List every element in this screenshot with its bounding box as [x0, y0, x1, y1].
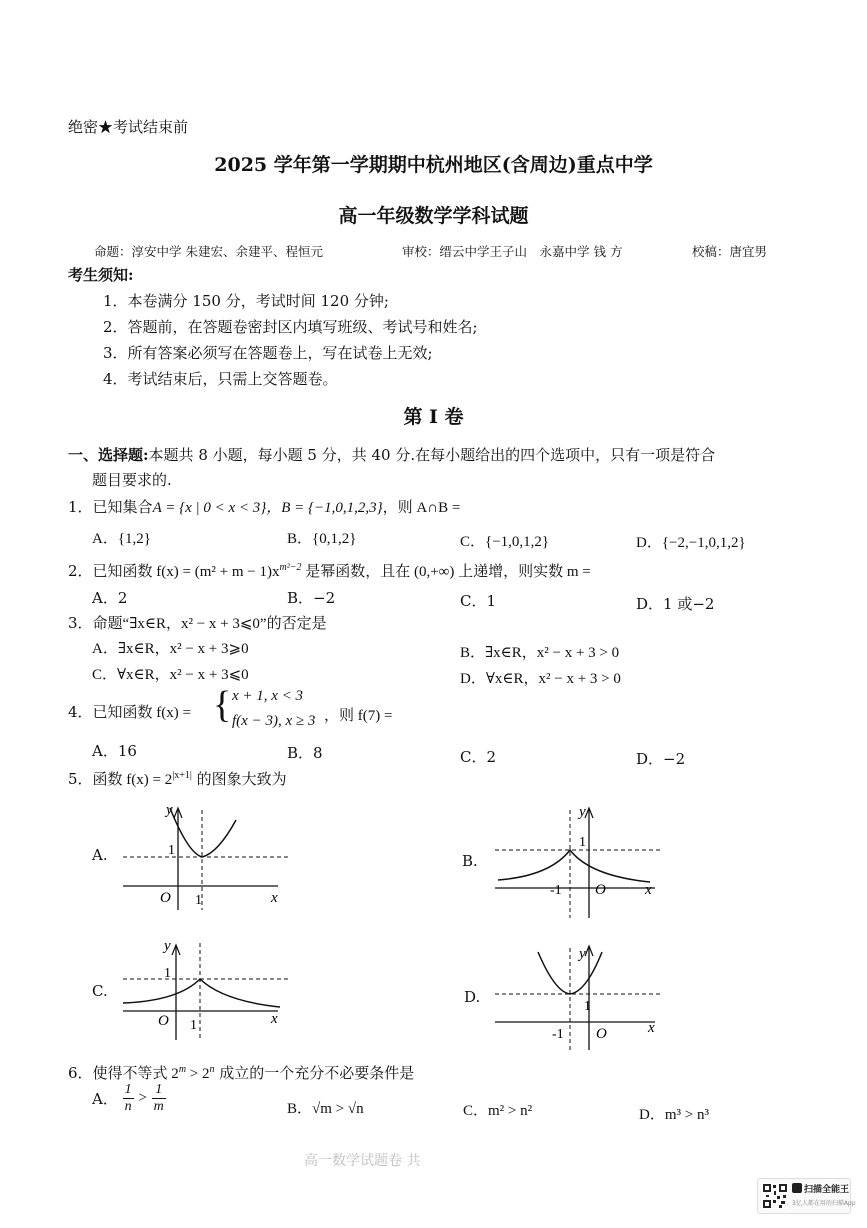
denominator: n: [124, 1099, 132, 1114]
exponent: m: [178, 1064, 187, 1075]
tick-label-1: 1: [195, 893, 202, 908]
question-1: [68, 496, 460, 517]
piecewise-case-2: f(x − 3), x ≥ 3: [232, 713, 316, 729]
tick-label-1: 1: [190, 1018, 197, 1033]
option-a: A．16: [92, 742, 137, 760]
option-d: D．m³ > n³: [639, 1107, 709, 1123]
tick-label-1: 1: [164, 966, 171, 981]
numerator: 1: [152, 1082, 166, 1099]
axis-label-x: x: [271, 890, 278, 906]
tick-label-neg1: -1: [550, 883, 562, 898]
scanner-title: 扫描全能王: [804, 1185, 850, 1195]
option-a: A．{1,2}: [92, 531, 151, 547]
option-b: B．−2: [287, 589, 336, 607]
axis-label-y: y: [164, 938, 171, 954]
origin-label: O: [595, 882, 606, 898]
question-number: 4．: [68, 703, 93, 721]
section-heading: 一、选择题:: [68, 446, 149, 464]
fraction: [152, 1082, 166, 1115]
question-6: [68, 1062, 414, 1083]
secret-label: 绝密★考试结束前: [68, 118, 189, 136]
option-d: D．−2: [636, 750, 686, 768]
question-stem-end: 是幂函数，且在 (0,+∞) 上递增，则实数 m =: [301, 564, 591, 580]
graph-c: [118, 935, 293, 1045]
question-stem: 已知函数 f(x) = (m² + m − 1)x: [92, 564, 280, 580]
option-c: C．2: [460, 748, 497, 766]
proofreader: 校稿：唐宜男: [692, 244, 768, 259]
question-number: 3．: [68, 614, 93, 632]
set-a: A = {x | 0 < x < 3}: [152, 500, 267, 516]
question-5: [68, 768, 287, 789]
notice-title: 考生须知:: [68, 266, 134, 284]
fraction: [123, 1082, 134, 1115]
option-label: A．: [92, 1090, 118, 1108]
axis-label-y: y: [579, 804, 586, 820]
authors: 命题：淳安中学 朱建宏、余建平、程恒元: [94, 244, 323, 259]
section-desc: 本题共 8 小题，每小题 5 分，共 40 分.在每小题给出的四个选项中，只有一项是符合: [148, 446, 716, 464]
numerator: 1: [124, 1082, 132, 1097]
piecewise-case-1: x + 1, x < 3: [232, 688, 304, 704]
option-d: D．1 或−2: [636, 595, 715, 613]
piecewise-brace: {: [213, 684, 232, 726]
axis-label-x: x: [271, 1011, 278, 1027]
origin-label: O: [160, 890, 171, 906]
graph-a: [118, 798, 293, 913]
tick-label-neg1: -1: [552, 1027, 564, 1042]
scanner-logo-icon: [792, 1183, 802, 1193]
graph-label-d: D.: [464, 988, 481, 1006]
exponent: |x+1|: [172, 770, 192, 781]
operator: >: [138, 1090, 147, 1106]
volume-heading: 第 I 卷: [403, 406, 464, 428]
reviewers: 审校：缙云中学王子山 永嘉中学 钱 方: [402, 244, 623, 259]
origin-label: O: [596, 1026, 607, 1042]
axis-label-y: y: [579, 946, 586, 962]
qr-code-icon: [762, 1183, 788, 1209]
origin-label: O: [158, 1013, 169, 1029]
option-d: D．∀x∈R，x² − x + 3 > 0: [460, 671, 621, 687]
question-number: 1．: [68, 498, 93, 516]
question-stem: 已知集合: [92, 498, 153, 516]
notice-item: 1．本卷满分 150 分，考试时间 120 分钟;: [103, 292, 389, 310]
scanner-subtitle: 3亿人都在用的扫描App: [792, 1200, 856, 1207]
question-2: [68, 560, 591, 581]
option-a: A．2: [92, 589, 128, 607]
graph-label-b: B.: [462, 852, 478, 870]
question-stem-mid: > 2: [186, 1066, 210, 1082]
notice-item: 3．所有答案必须写在答题卷上，写在试卷上无效;: [103, 344, 433, 362]
axis-label-x: x: [645, 882, 652, 898]
exam-subtitle: 高一年级数学学科试题: [338, 205, 529, 227]
option-a: A．∃x∈R，x² − x + 3⩾0: [92, 641, 249, 657]
option-b: B．√m > √n: [287, 1101, 364, 1117]
question-stem-end: 成立的一个充分不必要条件是: [214, 1064, 415, 1082]
question-number: 2．: [68, 562, 93, 580]
question-stem: 命题“∃x∈R，x² − x + 3⩽0”的否定是: [92, 616, 327, 632]
exponent: m²−2: [279, 562, 302, 573]
notice-item: 4．考试结束后，只需上交答题卷。: [103, 370, 338, 388]
option-b: B．{0,1,2}: [287, 531, 357, 547]
tick-label-1: 1: [168, 843, 175, 858]
option-c: C．{−1,0,1,2}: [460, 534, 550, 550]
option-b: B．∃x∈R，x² − x + 3 > 0: [460, 645, 620, 661]
question-stem-end: ，则 A∩B =: [382, 500, 461, 516]
option-d: D．{−2,−1,0,1,2}: [636, 535, 746, 551]
question-number: 5．: [68, 770, 93, 788]
question-stem: 使得不等式 2: [92, 1066, 179, 1082]
question-stem: 函数 f(x) = 2: [92, 772, 173, 788]
graph-label-a: A.: [92, 846, 108, 864]
denominator: m: [153, 1099, 164, 1114]
option-a: [92, 1082, 166, 1115]
axis-label-x: x: [648, 1020, 655, 1036]
scanner-watermark: [757, 1178, 856, 1214]
option-c: C．∀x∈R，x² − x + 3⩽0: [92, 667, 249, 683]
graph-d: [490, 940, 665, 1055]
option-b: B．8: [287, 744, 323, 762]
tick-label-1: 1: [579, 835, 586, 850]
exponent: n: [209, 1064, 215, 1075]
exam-title: 2025 学年第一学期期中杭州地区(含周边)重点中学: [214, 154, 653, 176]
question-number: 6．: [68, 1064, 93, 1082]
question-stem: 已知函数 f(x) =: [92, 705, 191, 721]
option-c: C．1: [460, 592, 497, 610]
tick-label-1: 1: [584, 999, 591, 1014]
option-c: C．m² > n²: [463, 1103, 533, 1119]
section-desc-cont: 题目要求的.: [92, 471, 172, 489]
question-stem-end: 的图象大致为: [191, 770, 287, 788]
notice-item: 2．答题前，在答题卷密封区内填写班级、考试号和姓名;: [103, 318, 478, 336]
axis-label-y: y: [166, 802, 173, 818]
set-b: ，B = {−1,0,1,2,3}: [266, 500, 383, 516]
question-stem-end: ，则 f(7) =: [324, 708, 393, 724]
question-3: [68, 612, 327, 633]
graph-label-c: C.: [92, 982, 108, 1000]
page-footer: 高一数学试题卷 共: [304, 1153, 421, 1169]
graph-b: [490, 800, 665, 920]
question-4-stem: [68, 701, 191, 722]
